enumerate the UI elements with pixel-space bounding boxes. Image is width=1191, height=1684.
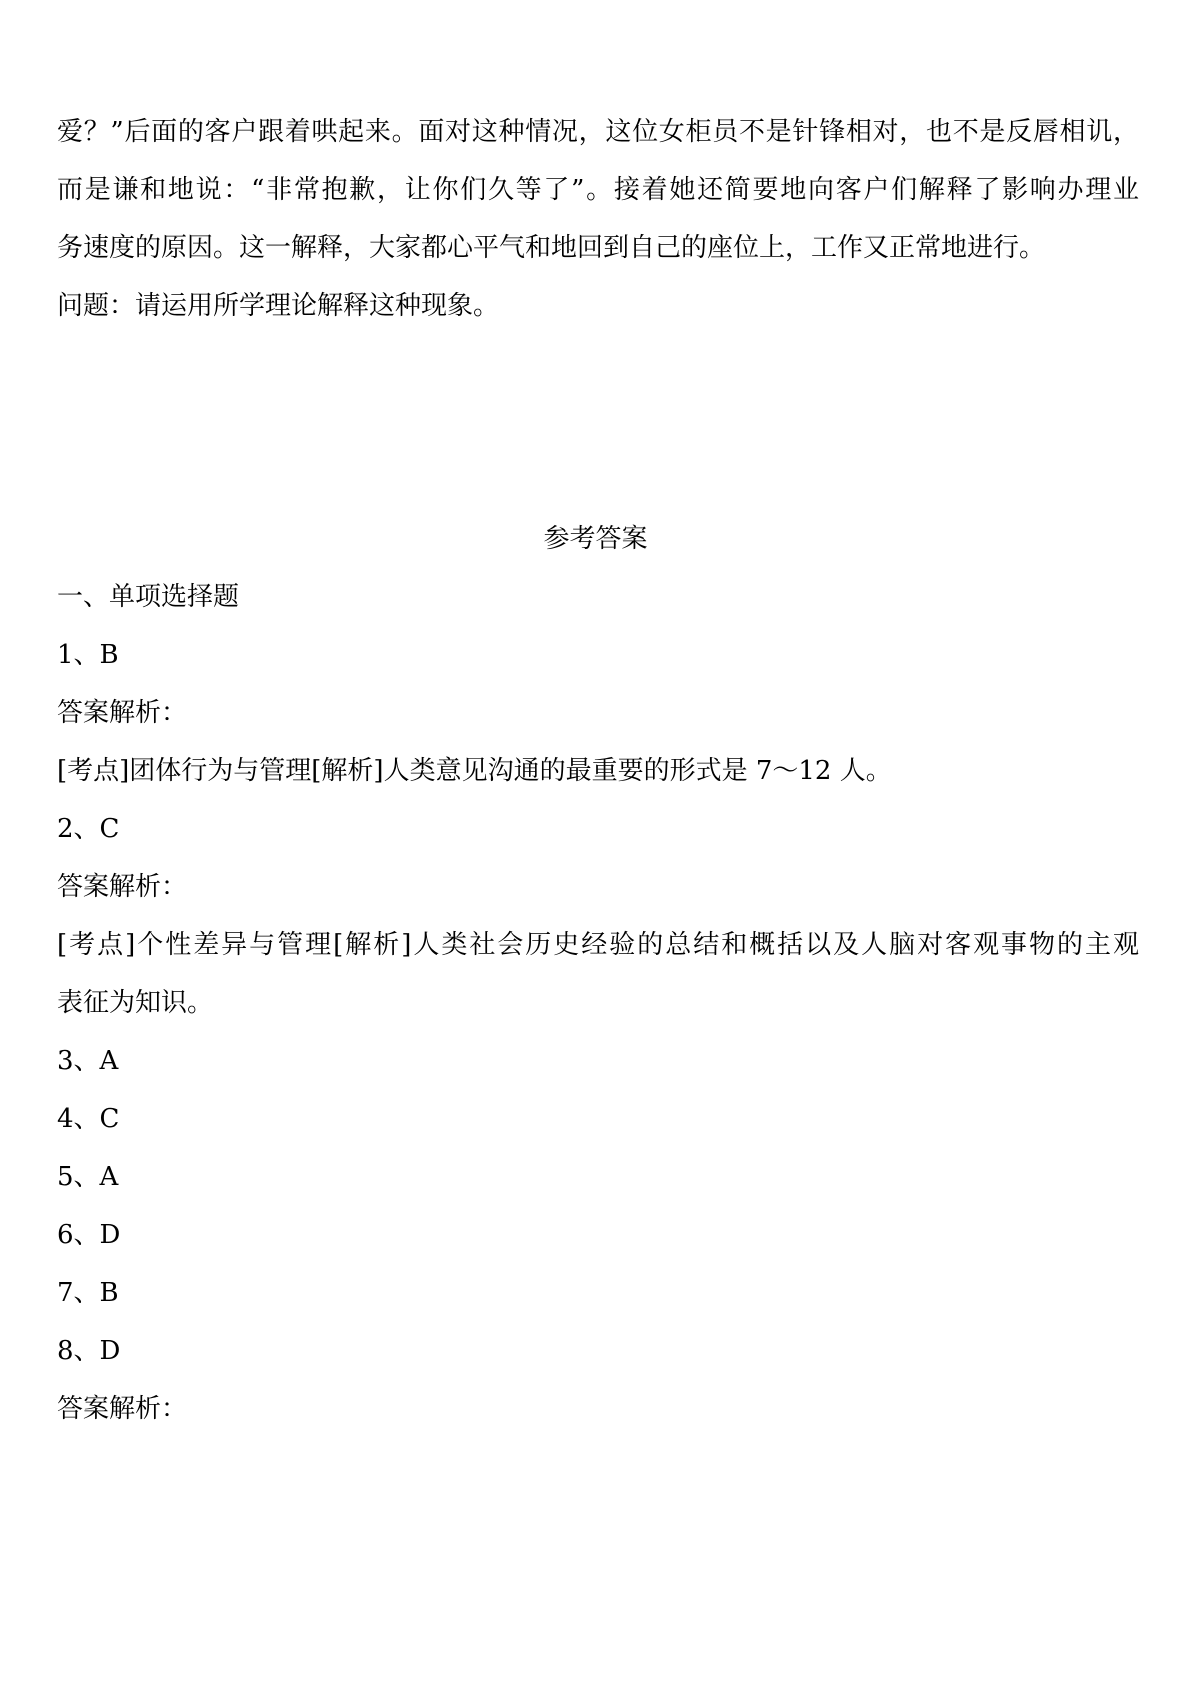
answer-7: 7、B — [57, 1278, 119, 1308]
analysis-label-2: 答案解析： — [57, 872, 188, 902]
intro-text-line-1: 爱？”后面的客户跟着哄起来。面对这种情况，这位女柜员不是针锋相对，也不是反唇相讥， — [57, 117, 1139, 147]
answer-6: 6、D — [57, 1220, 121, 1250]
answer-title: 参考答案 — [543, 524, 648, 554]
answer-1: 1、B — [57, 640, 119, 670]
answer-4: 4、C — [57, 1104, 120, 1134]
intro-text-line-3: 务速度的原因。这一解释，大家都心平气和地回到自己的座位上，工作又正常地进行。 — [57, 233, 1046, 263]
intro-text-line-2: 而是谦和地说：“非常抱歉，让你们久等了”。接着她还简要地向客户们解释了影响办理业 — [57, 175, 1139, 205]
analysis-label-1: 答案解析： — [57, 698, 188, 728]
section-title: 一、单项选择题 — [57, 582, 240, 612]
answer-8: 8、D — [57, 1336, 121, 1366]
answer-5: 5、A — [57, 1162, 119, 1192]
answer-3: 3、A — [57, 1046, 119, 1076]
analysis-label-8: 答案解析： — [57, 1394, 188, 1424]
answer-2: 2、C — [57, 814, 120, 844]
analysis-text-2-line-1: [考点]个性差异与管理[解析]人类社会历史经验的总结和概括以及人脑对客观事物的主观 — [57, 930, 1139, 960]
question-prompt: 问题：请运用所学理论解释这种现象。 — [57, 291, 500, 321]
analysis-text-1: [考点]团体行为与管理[解析]人类意见沟通的最重要的形式是 7～12 人。 — [57, 756, 892, 786]
analysis-text-2-line-2: 表征为知识。 — [57, 988, 214, 1018]
